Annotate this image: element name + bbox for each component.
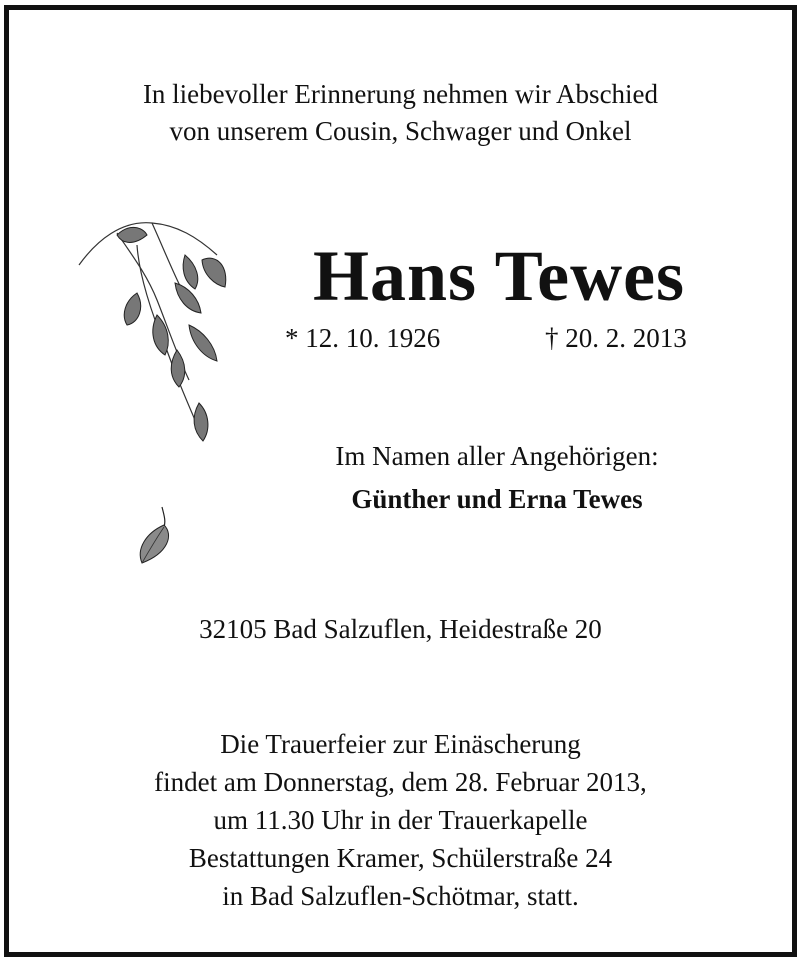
intro-line-2: von unserem Cousin, Schwager und Onkel <box>169 116 632 146</box>
obituary-border <box>4 5 797 957</box>
leaf-icon <box>134 505 174 567</box>
death-date: † 20. 2. 2013 <box>545 323 687 353</box>
mourners-names: Günther und Erna Tewes <box>351 484 643 514</box>
birth-date: * 12. 10. 1926 <box>285 323 441 353</box>
service-line: findet am Donnerstag, dem 28. Februar 2013, <box>154 767 647 797</box>
service-line: Die Trauerfeier zur Einäscherung <box>220 729 581 759</box>
deceased-name: Hans Tewes <box>312 236 686 316</box>
mourners-label: Im Namen aller Angehörigen: <box>335 441 659 471</box>
service-line: Bestattungen Kramer, Schülerstraße 24 <box>188 843 613 873</box>
intro-line-1: In liebevoller Erinnerung nehmen wir Abschied <box>142 79 659 109</box>
service-line: in Bad Salzuflen-Schötmar, statt. <box>222 881 579 911</box>
service-line: um 11.30 Uhr in der Trauerkapelle <box>213 805 588 835</box>
birch-branch-icon <box>77 215 237 450</box>
address: 32105 Bad Salzuflen, Heidestraße 20 <box>199 614 602 644</box>
